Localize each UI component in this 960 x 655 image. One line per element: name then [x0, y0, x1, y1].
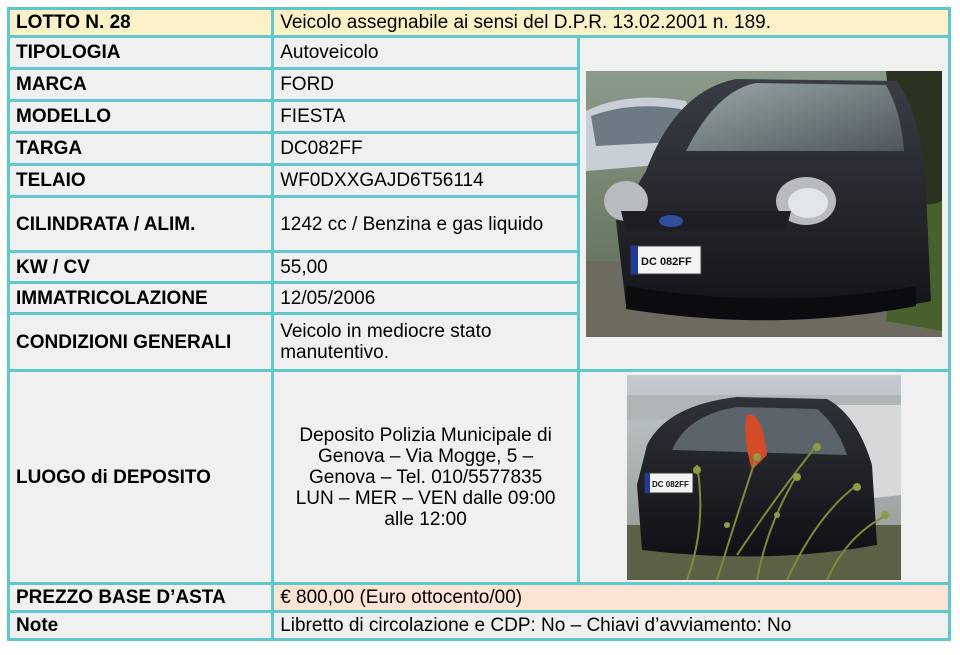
deposit-hours-line: LUN – MER – VEN dalle 09:00 alle 12:00	[295, 487, 556, 530]
value-deposito	[274, 372, 577, 582]
label-modello: MODELLO	[10, 102, 271, 131]
rear-photo-cell	[580, 372, 948, 582]
label-immatricolazione: IMMATRICOLAZIONE	[10, 284, 271, 312]
value-tipologia: Autoveicolo	[274, 38, 577, 67]
front-photo-cell	[580, 38, 948, 369]
value-modello: FIESTA	[274, 102, 577, 131]
lot-assignment-note: Veicolo assegnabile ai sensi del D.P.R. 13.02.2001 n. 189.	[274, 10, 948, 35]
row-tipologia	[10, 38, 948, 67]
row-prezzo	[10, 585, 948, 610]
label-deposito: LUOGO di DEPOSITO	[10, 372, 271, 582]
label-prezzo: PREZZO BASE D’ASTA	[10, 585, 271, 610]
car-rear-photo	[627, 375, 901, 580]
value-note: Libretto di circolazione e CDP: No – Chiavi d’avviamento: No	[274, 613, 948, 638]
label-telaio: TELAIO	[10, 166, 271, 195]
car-front-photo	[586, 71, 942, 337]
label-tipologia: TIPOLOGIA	[10, 38, 271, 67]
label-kw-cv: KW / CV	[10, 253, 271, 281]
value-targa: DC082FF	[274, 134, 577, 163]
lot-header-row	[10, 10, 948, 35]
label-condizioni: CONDIZIONI GENERALI	[10, 315, 271, 369]
label-targa: TARGA	[10, 134, 271, 163]
deposit-phone-line: Genova – Tel. 010/5577835	[309, 466, 543, 488]
deposit-address-line: Deposito Polizia Municipale di Genova – Via Mogge, 5 –	[299, 424, 552, 467]
lot-table	[7, 7, 951, 641]
value-marca: FORD	[274, 70, 577, 99]
value-kw-cv: 55,00	[274, 253, 577, 281]
value-immatricolazione: 12/05/2006	[274, 284, 577, 312]
value-condizioni: Veicolo in mediocre stato manutentivo.	[274, 315, 577, 369]
value-prezzo: € 800,00 (Euro ottocento/00)	[274, 585, 948, 610]
value-telaio: WF0DXXGAJD6T56114	[274, 166, 577, 195]
row-deposito	[10, 372, 948, 582]
label-note: Note	[10, 613, 271, 638]
rear-plate-text: DC 082FF	[651, 479, 689, 489]
front-plate-text: DC 082FF	[640, 255, 692, 268]
label-marca: MARCA	[10, 70, 271, 99]
row-note	[10, 613, 948, 638]
lot-number: LOTTO N. 28	[10, 10, 271, 35]
value-cilindrata: 1242 cc / Benzina e gas liquido	[274, 198, 577, 250]
label-cilindrata: CILINDRATA / ALIM.	[10, 198, 271, 250]
